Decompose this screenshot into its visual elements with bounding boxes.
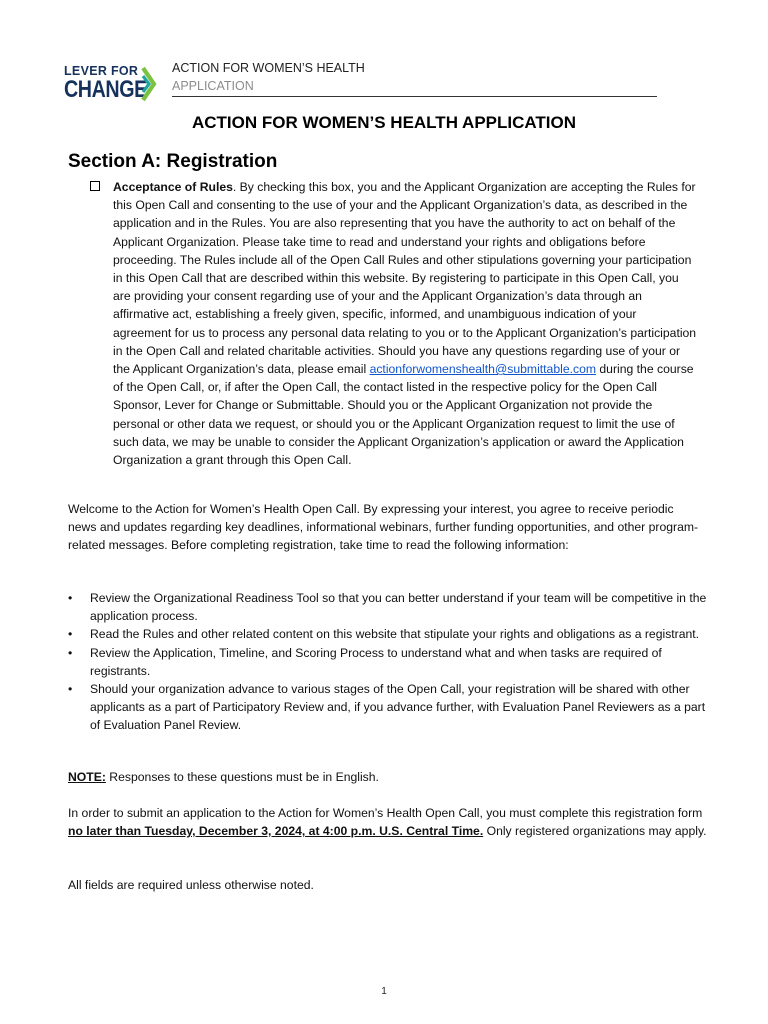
deadline-text: In order to submit an application to the Action for Women’s Health Open Call, you must complete this registration form [68, 806, 703, 820]
list-item [68, 644, 708, 680]
fields-note: All fields are required unless otherwise noted. [68, 878, 314, 892]
acceptance-text: . By checking this box, you and the Applicant Organization are accepting the Rules for this Open Call and consenting to the use of your and the Applicant Organization’s data, as described in the application and in the Rules. You are also representing that you have the authority to act on behalf of the Applicant Organization. Please take time to read and understand your rights and obligations before proceeding. The Rules include all of the Open Call Rules and other stipulations governing your participation in this Open Call that are described within this website. By registering to participate in this Open Call, you are providing your consent regarding use of your and the Applicant Organization’s data through an affirmative act, establishing a freely given, specific, informed, and unambiguous indication of your agreement for us to process any personal data relating to you or to the Applicant Organization’s participation in the Open Call and related charitable activities. Should you have any questions regarding use of your or the Applicant Organization’s data, please email [113, 180, 697, 377]
deadline-paragraph [68, 804, 708, 840]
acceptance-label: Acceptance of Rules [113, 180, 233, 194]
document-header [172, 60, 657, 97]
note-paragraph [68, 768, 700, 786]
lever-for-change-logo [64, 64, 164, 104]
bullet-marker: • [68, 682, 73, 697]
note-text: Responses to these questions must be in English. [105, 770, 379, 784]
deadline-text-cont: Only registered organizations may apply. [483, 824, 707, 839]
bullet-text: Should your organization advance to various stages of the Open Call, your registration will be shared with other applicants as a part of Participatory Review and, if you advance further, with Evaluation Panel Reviewers as a part of Evaluation Panel Review. [90, 682, 706, 733]
list-item [68, 589, 708, 625]
note-label: NOTE: [68, 770, 106, 784]
header-subtitle: APPLICATION [172, 79, 254, 93]
acceptance-paragraph [113, 178, 698, 469]
bullet-text: Review the Application, Timeline, and Scoring Process to understand what and when tasks are required of registrants. [90, 645, 662, 678]
info-bullet-list [68, 589, 708, 735]
list-item [68, 625, 708, 643]
bullet-marker: • [68, 645, 73, 660]
logo-line2: CHANGE [64, 76, 147, 103]
page-number: 1 [381, 986, 387, 997]
logo-line1: LEVER FOR [64, 64, 139, 78]
section-heading: Section A: Registration [68, 151, 278, 172]
acceptance-text-cont: during the course of the Open Call, or, if after the Open Call, the contact listed in the respective policy for the Open Call Sponsor, Lever for Change or Submittable. Should you or the Applicant Organization not provide the personal or other data we request, or should you or the Applicant Organization request to limit the use of such data, we may be unable to consider the Applicant Organization’s application or award the Application Organization a grant through this Open Call. [113, 362, 694, 468]
bullet-text: Read the Rules and other related content on this website that stipulate your rights and obligations as a registrant. [90, 627, 700, 642]
acceptance-checkbox[interactable] [90, 181, 100, 191]
email-link[interactable]: actionforwomenshealth@submittable.com [369, 362, 597, 377]
welcome-paragraph: Welcome to the Action for Women’s Health Open Call. By expressing your interest, you agree to receive periodic news and updates regarding key deadlines, informational webinars, further funding opportunities, and other program-related messages. Before completing registration, take time to read the following information: [68, 502, 699, 553]
chevron-icon [140, 66, 158, 102]
bullet-text: Review the Organizational Readiness Tool so that you can better understand if your team will be competitive in the application process. [90, 591, 707, 624]
document-title: ACTION FOR WOMEN’S HEALTH APPLICATION [191, 113, 577, 132]
list-item [68, 680, 708, 735]
bullet-marker: • [68, 591, 73, 605]
header-title: ACTION FOR WOMEN’S HEALTH [172, 61, 365, 75]
deadline-date: no later than Tuesday, December 3, 2024, at 4:00 p.m. U.S. Central Time. [68, 824, 484, 839]
bullet-marker: • [68, 627, 73, 642]
